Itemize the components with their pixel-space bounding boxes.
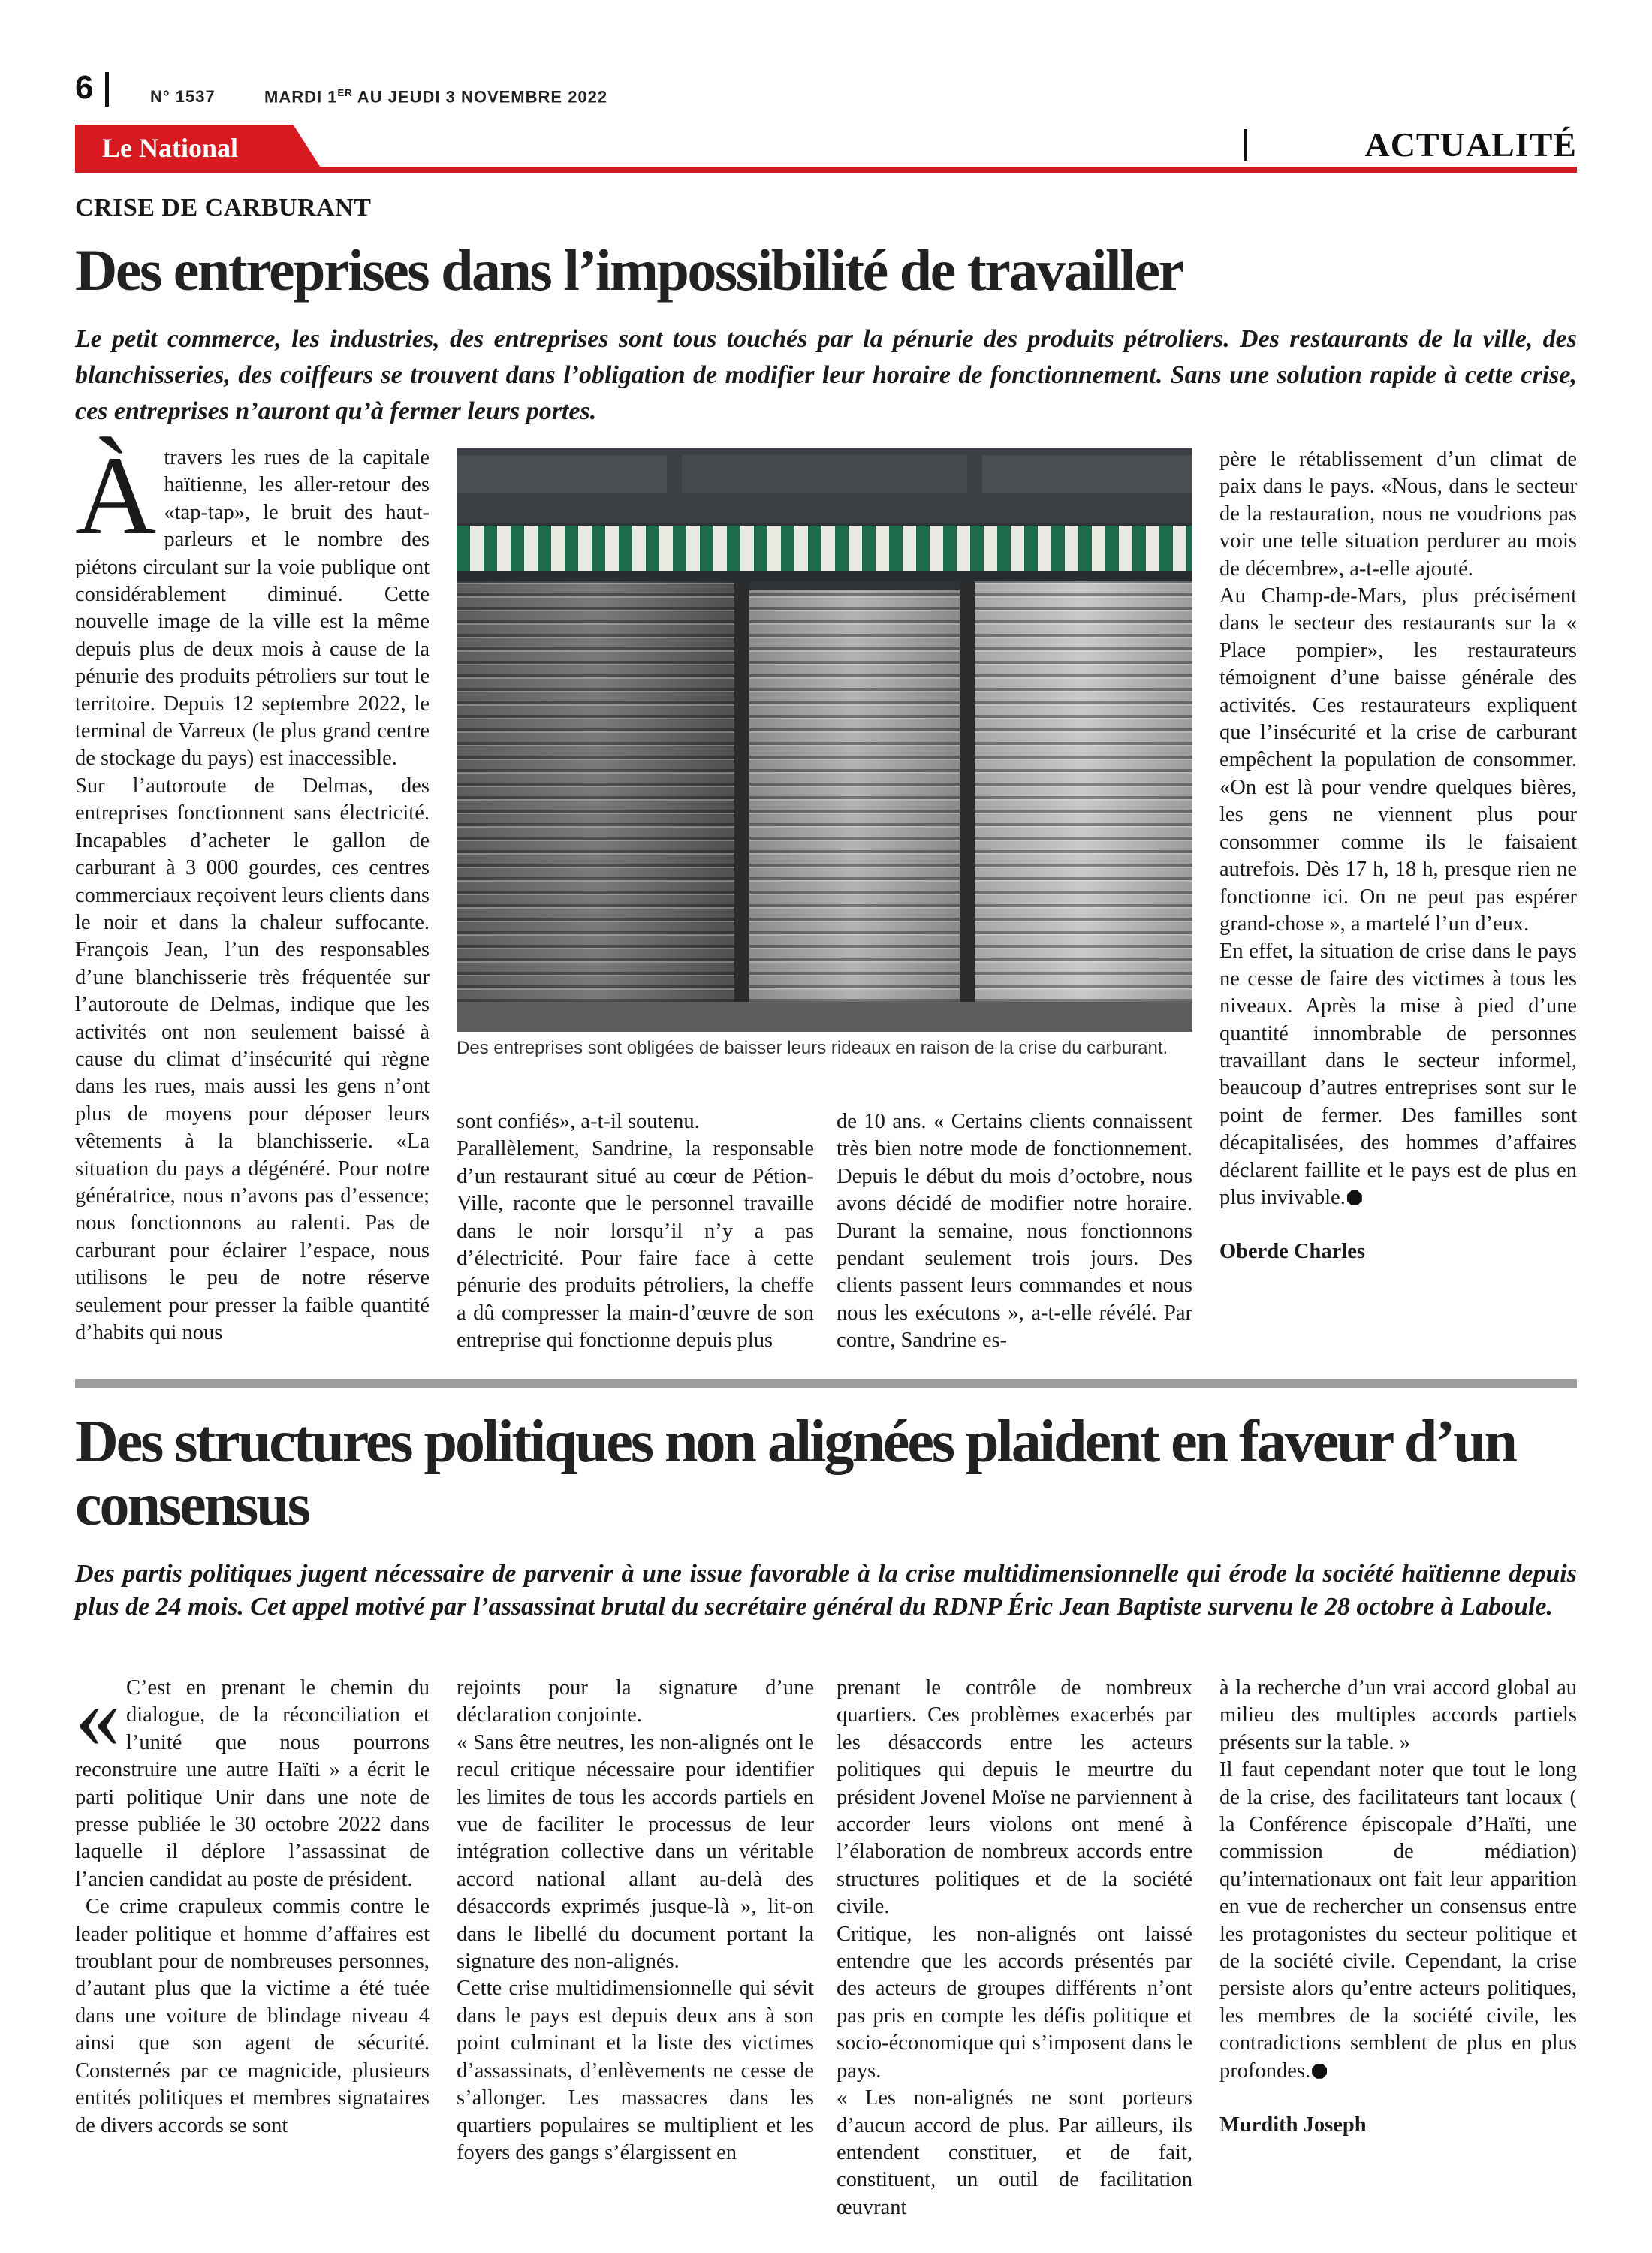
- article-separator: [75, 1379, 1577, 1388]
- article1-column-2: [457, 1108, 814, 1355]
- end-mark-icon: [1312, 2064, 1327, 2079]
- article2-column-1: [75, 1666, 430, 2140]
- article1-col4-para3: En effet, la situation de crise dans le pays ne cesse de faire des victimes à tous les niveaux. Après la mise à pied d’une quantité innombrable de personnes travaillant dans le secteur informel, beaucoup d’autres entreprises sont sur le point de fermer. Des familles sont décapitalisées, des hommes d’affaires déclarent faillite et le pays est de plus en plus invivable.: [1219, 940, 1577, 1209]
- end-mark-icon: [1347, 1190, 1362, 1205]
- article2-col3-para2: Critique, les non-alignés ont laissé entendre que les accords présentés par des acteurs de groupes différents n’ont pas pris en compte les défis politique et socio-économique qui s’imposent dans le pays.: [837, 1922, 1192, 2083]
- issue-date: MARDI 1ER AU JEUDI 3 NOVEMBRE 2022: [264, 87, 608, 107]
- article1-col4-para1: père le rétablissement d’un climat de paix dans le pays. «Nous, dans le secteur de la restauration, nous ne voudrions pas voir une telle situation perdurer au mois de décembre», a-t-elle ajouté.: [1219, 448, 1577, 581]
- article1-kicker: CRISE DE CARBURANT: [75, 194, 372, 222]
- article2-lede: Des partis politiques jugent nécessaire de parvenir à une issue favorable à la crise multidimensionnelle qui érode la société haïtienne depuis plus de 24 mois. Cet appel motivé par l’assassinat brutal du secrétaire général du RDNP Éric Jean Baptiste survenu le 28 octobre à Laboule.: [75, 1560, 1577, 1621]
- article1-byline: Oberde Charles: [1219, 1240, 1365, 1264]
- article2-col3-para3: « Les non-alignés ne sont porteurs d’aucun accord de plus. Par ailleurs, ils entendent constituer, et de fait, constituent, un outil de facilitation œuvrant: [837, 2086, 1192, 2219]
- article2-guillemet: «: [75, 1666, 120, 1766]
- article1-column-4: [1219, 446, 1577, 1266]
- article2-column-4: [1219, 1675, 1577, 2140]
- issue-number: N° 1537: [150, 87, 216, 106]
- article1-headline: Des entreprises dans l’impossibilité de travailler: [75, 237, 1183, 303]
- article2-column-2: [457, 1675, 814, 2167]
- article2-col2-para3: Cette crise multidimensionnelle qui sévit dans le pays est depuis deux ans à son point culminant et la liste des victimes d’assassinats, d’enlèvements ne cesse de s’allonger. Les massacres dans les quartiers populaires se multiplient et les foyers des gangs s’élargissent en: [457, 1977, 814, 2164]
- article1-column-3: [837, 1108, 1192, 1355]
- article1-dropcap: À: [75, 433, 157, 558]
- header-rule: [75, 167, 1577, 173]
- article2-col2-para2: « Sans être neutres, les non-alignés ont le recul critique nécessaire pour identifier les limites de tous les accords partiels en vue de faciliter le processus de leur intégration collective dans un véritable accord national allant au-delà des désaccords exprimés jusque-là », lit-on dans le libellé du document portant la signature des non-alignés.: [457, 1730, 814, 1974]
- article2-col1-para1: C’est en prenant le chemin du dialogue, de la réconciliation et l’unité que nous pourrons reconstruire une autre Haïti » a écrit le parti politique Unir dans une note de presse publiée le 30 octobre 2022 dans laquelle il déplore l’assassinat de l’ancien candidat au poste de président.: [75, 1676, 430, 1891]
- article2-col2-para1: rejoints pour la signature d’une déclaration conjointe.: [457, 1676, 814, 1727]
- article2-col4-para1: à la recherche d’un vrai accord global au milieu des multiples accords partiels présents sur la table. »: [1219, 1676, 1577, 1754]
- article1-col4-para2: Au Champ-de-Mars, plus précisément dans le secteur des restaurants sur la « Place pompier», les restaurateurs témoignent d’une baisse générale des activités. Ces restaurateurs expliquent que l’insécurité et la crise de carburant empêchent la population de consommer. «On est là pour vendre quelques bières, les gens ne viennent plus pour consommer comme ils le faisaient autrefois. Dès 17 h, 18 h, presque rien ne fonctionne ici. On ne peut pas espérer grand-chose », a martelé l’un d’eux.: [1219, 584, 1577, 936]
- article1-photo-caption: Des entreprises sont obligées de baisser leurs rideaux en raison de la crise du carburant.: [457, 1038, 1168, 1058]
- article2-column-3: [837, 1675, 1192, 2221]
- article2-headline: Des structures politiques non alignées plaident en faveur d’un consensus: [75, 1409, 1515, 1538]
- article1-lede: Le petit commerce, les industries, des entreprises sont tous touchés par la pénurie des produits pétroliers. Des restaurants de la ville, des blanchisseries, des coiffeurs se trouvent dans l’obligation de modifier leur horaire de fonctionnement. Sans une solution rapide à cette crise, ces entreprises n’auront qu’à fermer leurs portes.: [75, 325, 1577, 425]
- closed-shutters-image: [457, 448, 1192, 1032]
- article2-col1-para2: Ce crime crapuleux commis contre le leader politique et homme d’affaires est troublant pour de nombreuses personnes, d’autant plus que la victime a été tuée dans une voiture de blindage niveau 4 ainsi que son agent de sécurité. Consternés par ce magnicide, plusieurs entités politiques et membres signataires de divers accords se sont: [75, 1895, 430, 2137]
- article1-col3-para1: de 10 ans. « Certains clients connaissent très bien notre mode de fonctionnement. Depuis le début du mois d’octobre, nous avons décidé de modifier notre horaire. Durant la semaine, nous fonctionnons pendant seulement trois jours. Des clients passent leurs commandes et nous nous les exécutons », a-t-elle révélé. Par contre, Sandrine es-: [837, 1110, 1192, 1353]
- page-number-divider: [105, 72, 109, 107]
- article1-photo: [457, 448, 1192, 1032]
- article2-byline: Murdith Joseph: [1219, 2113, 1367, 2137]
- page-number: 6: [75, 69, 94, 106]
- article1-col2-para1: sont confiés», a-t-il soutenu.: [457, 1110, 700, 1133]
- section-divider: [1244, 129, 1247, 161]
- section-label: ACTUALITÉ: [1364, 125, 1577, 164]
- article2-col3-para1: prenant le contrôle de nombreux quartiers. Ces problèmes exacerbés par les désaccords entre les acteurs politiques qui depuis le meurtre du président Jovenel Moïse ne parviennent à accorder leurs violons ont mené à l’élaboration de nombreux accords entre structures politiques et de la société civile.: [837, 1676, 1192, 1919]
- brand-name: Le National: [102, 133, 239, 163]
- article1-col1-para2: Sur l’autoroute de Delmas, des entreprises fonctionnent sans électricité. Incapables d’acheter le gallon de carburant à 3 000 gourdes, ces centres commerciaux reçoivent leurs clients dans le noir et dans la chaleur suffocante. François Jean, l’un des responsables d’une blanchisserie très fréquentée sur l’autoroute de Delmas, indique que les activités ont non seulement baissé à cause du climat d’insécurité qui règne dans les rues, mais aussi les gens n’ont plus de moyens pour déposer leurs vêtements à la blanchisserie. «La situation du pays a dégénéré. Pour notre génératrice, nous n’avons pas d’essence; nous fonctionnons au ralenti. Pas de carburant pour éclairer l’espace, nous utilisons le peu de notre réserve seulement pour presser la faible quantité d’habits qui nous: [75, 774, 430, 1344]
- article1-col1-para1: travers les rues de la capitale haïtienne, les aller-retour des «tap-tap», le bruit des haut-parleurs et le nombre des piétons circulant sur la voie publique ont considérablement diminué. Cette nouvelle image de la ville est la même depuis plus de deux mois à cause de la pénurie des produits pétroliers sur tout le territoire. Depuis 12 septembre 2022, le terminal de Varreux (le plus grand centre de stockage du pays) est inaccessible.: [75, 446, 430, 771]
- article2-col4-para2: Il faut cependant noter que tout le long de la crise, des facilitateurs tant locaux ( la Conférence épiscopale d’Haïti, une commission de médiation) qu’internationaux ont fait leur apparition en vue de rechercher un consensus entre les protagonistes du secteur politique et de la société civile. Cependant, la crise persiste alors qu’entre acteurs politiques, les membres de la société civile, les contradictions semblent de plus en plus profondes.: [1219, 1758, 1577, 2083]
- article1-col2-para2: Parallèlement, Sandrine, la responsable d’un restaurant situé au cœur de Pétion-Ville, raconte que le personnel travaille dans le noir lorsqu’il n’y a pas d’électricité. Pour faire face à cette pénurie des produits pétroliers, la cheffe a dû compresser la main-d’œuvre de son entreprise qui fonctionne depuis plus: [457, 1137, 814, 1353]
- article1-column-1: [75, 433, 430, 1347]
